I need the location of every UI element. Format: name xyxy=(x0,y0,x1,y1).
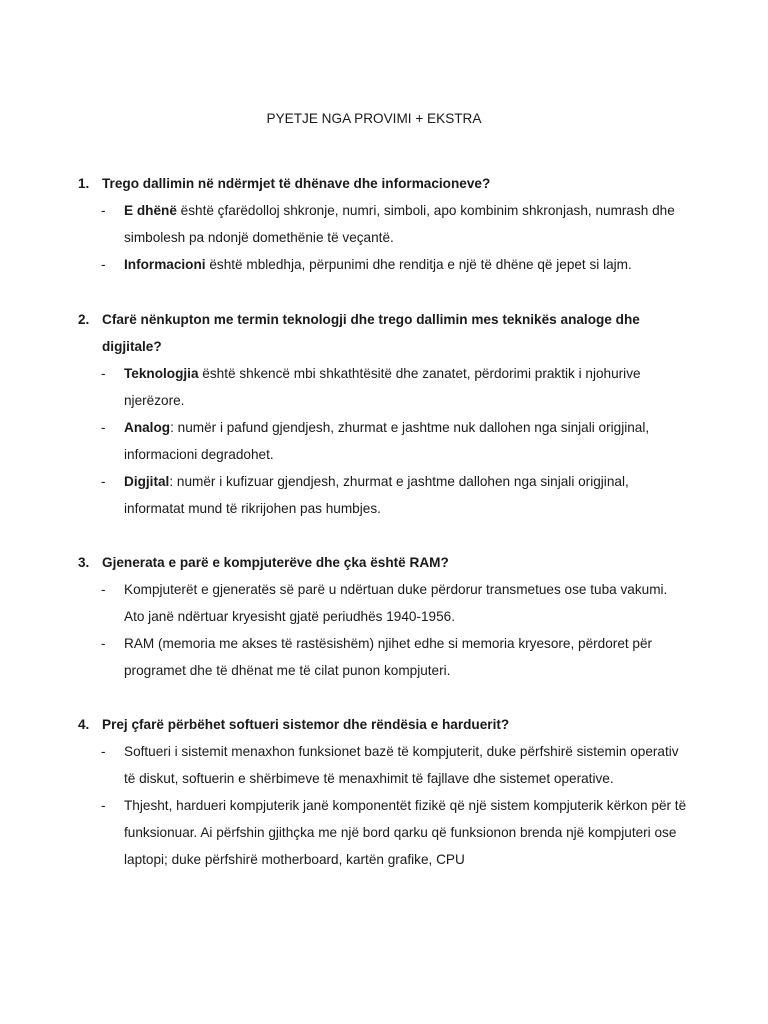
question-heading xyxy=(78,549,698,576)
question-number: 4. xyxy=(78,717,90,732)
answer-list xyxy=(78,738,698,873)
answer-term: Teknologjia xyxy=(124,366,199,381)
answer-text: : numër i pafund gjendjesh, zhurmat e jashtme nuk dallohen nga sinjali origjinal, informacioni degradohet. xyxy=(124,420,650,462)
answer-item xyxy=(78,792,698,873)
answer-item xyxy=(78,630,698,684)
question-number: 3. xyxy=(78,555,90,570)
list-dash: - xyxy=(101,366,106,381)
answer-text-block xyxy=(124,360,698,414)
question-text: Prej çfarë përbëhet softueri sistemor dhe rëndësia e harduerit? xyxy=(102,717,510,732)
question-heading xyxy=(78,711,698,738)
answer-list xyxy=(78,360,698,522)
list-dash: - xyxy=(101,257,106,272)
answer-item xyxy=(78,468,698,522)
answer-item xyxy=(78,360,698,414)
question-text: Trego dallimin në ndërmjet të dhënave dhe informacioneve? xyxy=(102,176,491,191)
list-dash: - xyxy=(101,474,106,489)
list-dash: - xyxy=(101,203,106,218)
answer-text: është shkencë mbi shkathtësitë dhe zanatet, përdorimi praktik i njohurive njerëzore. xyxy=(124,366,641,408)
list-dash: - xyxy=(101,636,106,651)
answer-text: Softueri i sistemit menaxhon funksionet bazë të kompjuterit, duke përfshirë sistemin operativ të diskut, softuerin e shërbimeve të menaxhimit të fajllave dhe sistemet operative. xyxy=(124,744,679,786)
answer-text-block xyxy=(124,468,698,522)
list-dash: - xyxy=(101,582,106,597)
question-1 xyxy=(78,170,698,278)
answer-list xyxy=(78,197,698,278)
list-dash: - xyxy=(101,798,106,813)
question-text: Cfarë nënkupton me termin teknologji dhe trego dallimin mes teknikës analoge dhe digjitale? xyxy=(102,312,640,354)
answer-term: Informacioni xyxy=(124,257,206,272)
question-number: 2. xyxy=(78,312,90,327)
answer-term: E dhënë xyxy=(124,203,177,218)
list-dash: - xyxy=(101,744,106,759)
question-4 xyxy=(78,711,698,873)
answer-term: Analog xyxy=(124,420,171,435)
question-heading xyxy=(78,170,698,197)
answer-text-block xyxy=(124,197,698,251)
answer-item xyxy=(78,738,698,792)
list-dash: - xyxy=(101,420,106,435)
answer-text: Thjesht, hardueri kompjuterik janë komponentët fizikë që një sistem kompjuterik kërkon për të funksionuar. Ai përfshin gjithçka me një bord qarku që funksionon brenda një kompjuteri ose laptopi; duke përfshirë motherboard, kartën grafike, CPU xyxy=(124,798,687,867)
answer-text: Kompjuterët e gjeneratës së parë u ndërtuan duke përdorur transmetues ose tuba vakumi. Ato janë ndërtuar kryesisht gjatë periudhës 1940-1956. xyxy=(124,582,668,624)
answer-text: është çfarëdolloj shkronje, numri, simboli, apo kombinim shkronjash, numrash dhe simbolesh pa ndonjë domethënie të veçantë. xyxy=(124,203,675,245)
answer-item xyxy=(78,414,698,468)
answer-text: : numër i kufizuar gjendjesh, zhurmat e jashtme dallohen nga sinjali origjinal, informatat mund të rikrijohen pas humbjes. xyxy=(124,474,629,516)
answer-text-block xyxy=(124,414,698,468)
question-number: 1. xyxy=(78,176,90,191)
answer-list xyxy=(78,576,698,684)
answer-text-block xyxy=(124,251,698,278)
question-text: Gjenerata e parë e kompjuterëve dhe çka është RAM? xyxy=(102,555,449,570)
answer-text: është mbledhja, përpunimi dhe renditja e një të dhëne që jepet si lajm. xyxy=(205,257,632,272)
answer-text: RAM (memoria me akses të rastësishëm) njihet edhe si memoria kryesore, përdoret për programet dhe të dhënat me të cilat punon kompjuteri. xyxy=(124,636,653,678)
answer-item xyxy=(78,197,698,251)
answer-item xyxy=(78,576,698,630)
question-3 xyxy=(78,549,698,684)
question-heading xyxy=(78,306,698,360)
document-title: PYETJE NGA PROVIMI + EKSTRA xyxy=(266,111,482,126)
answer-term: Digjital xyxy=(124,474,170,489)
question-2 xyxy=(78,306,698,522)
answer-item xyxy=(78,251,698,278)
